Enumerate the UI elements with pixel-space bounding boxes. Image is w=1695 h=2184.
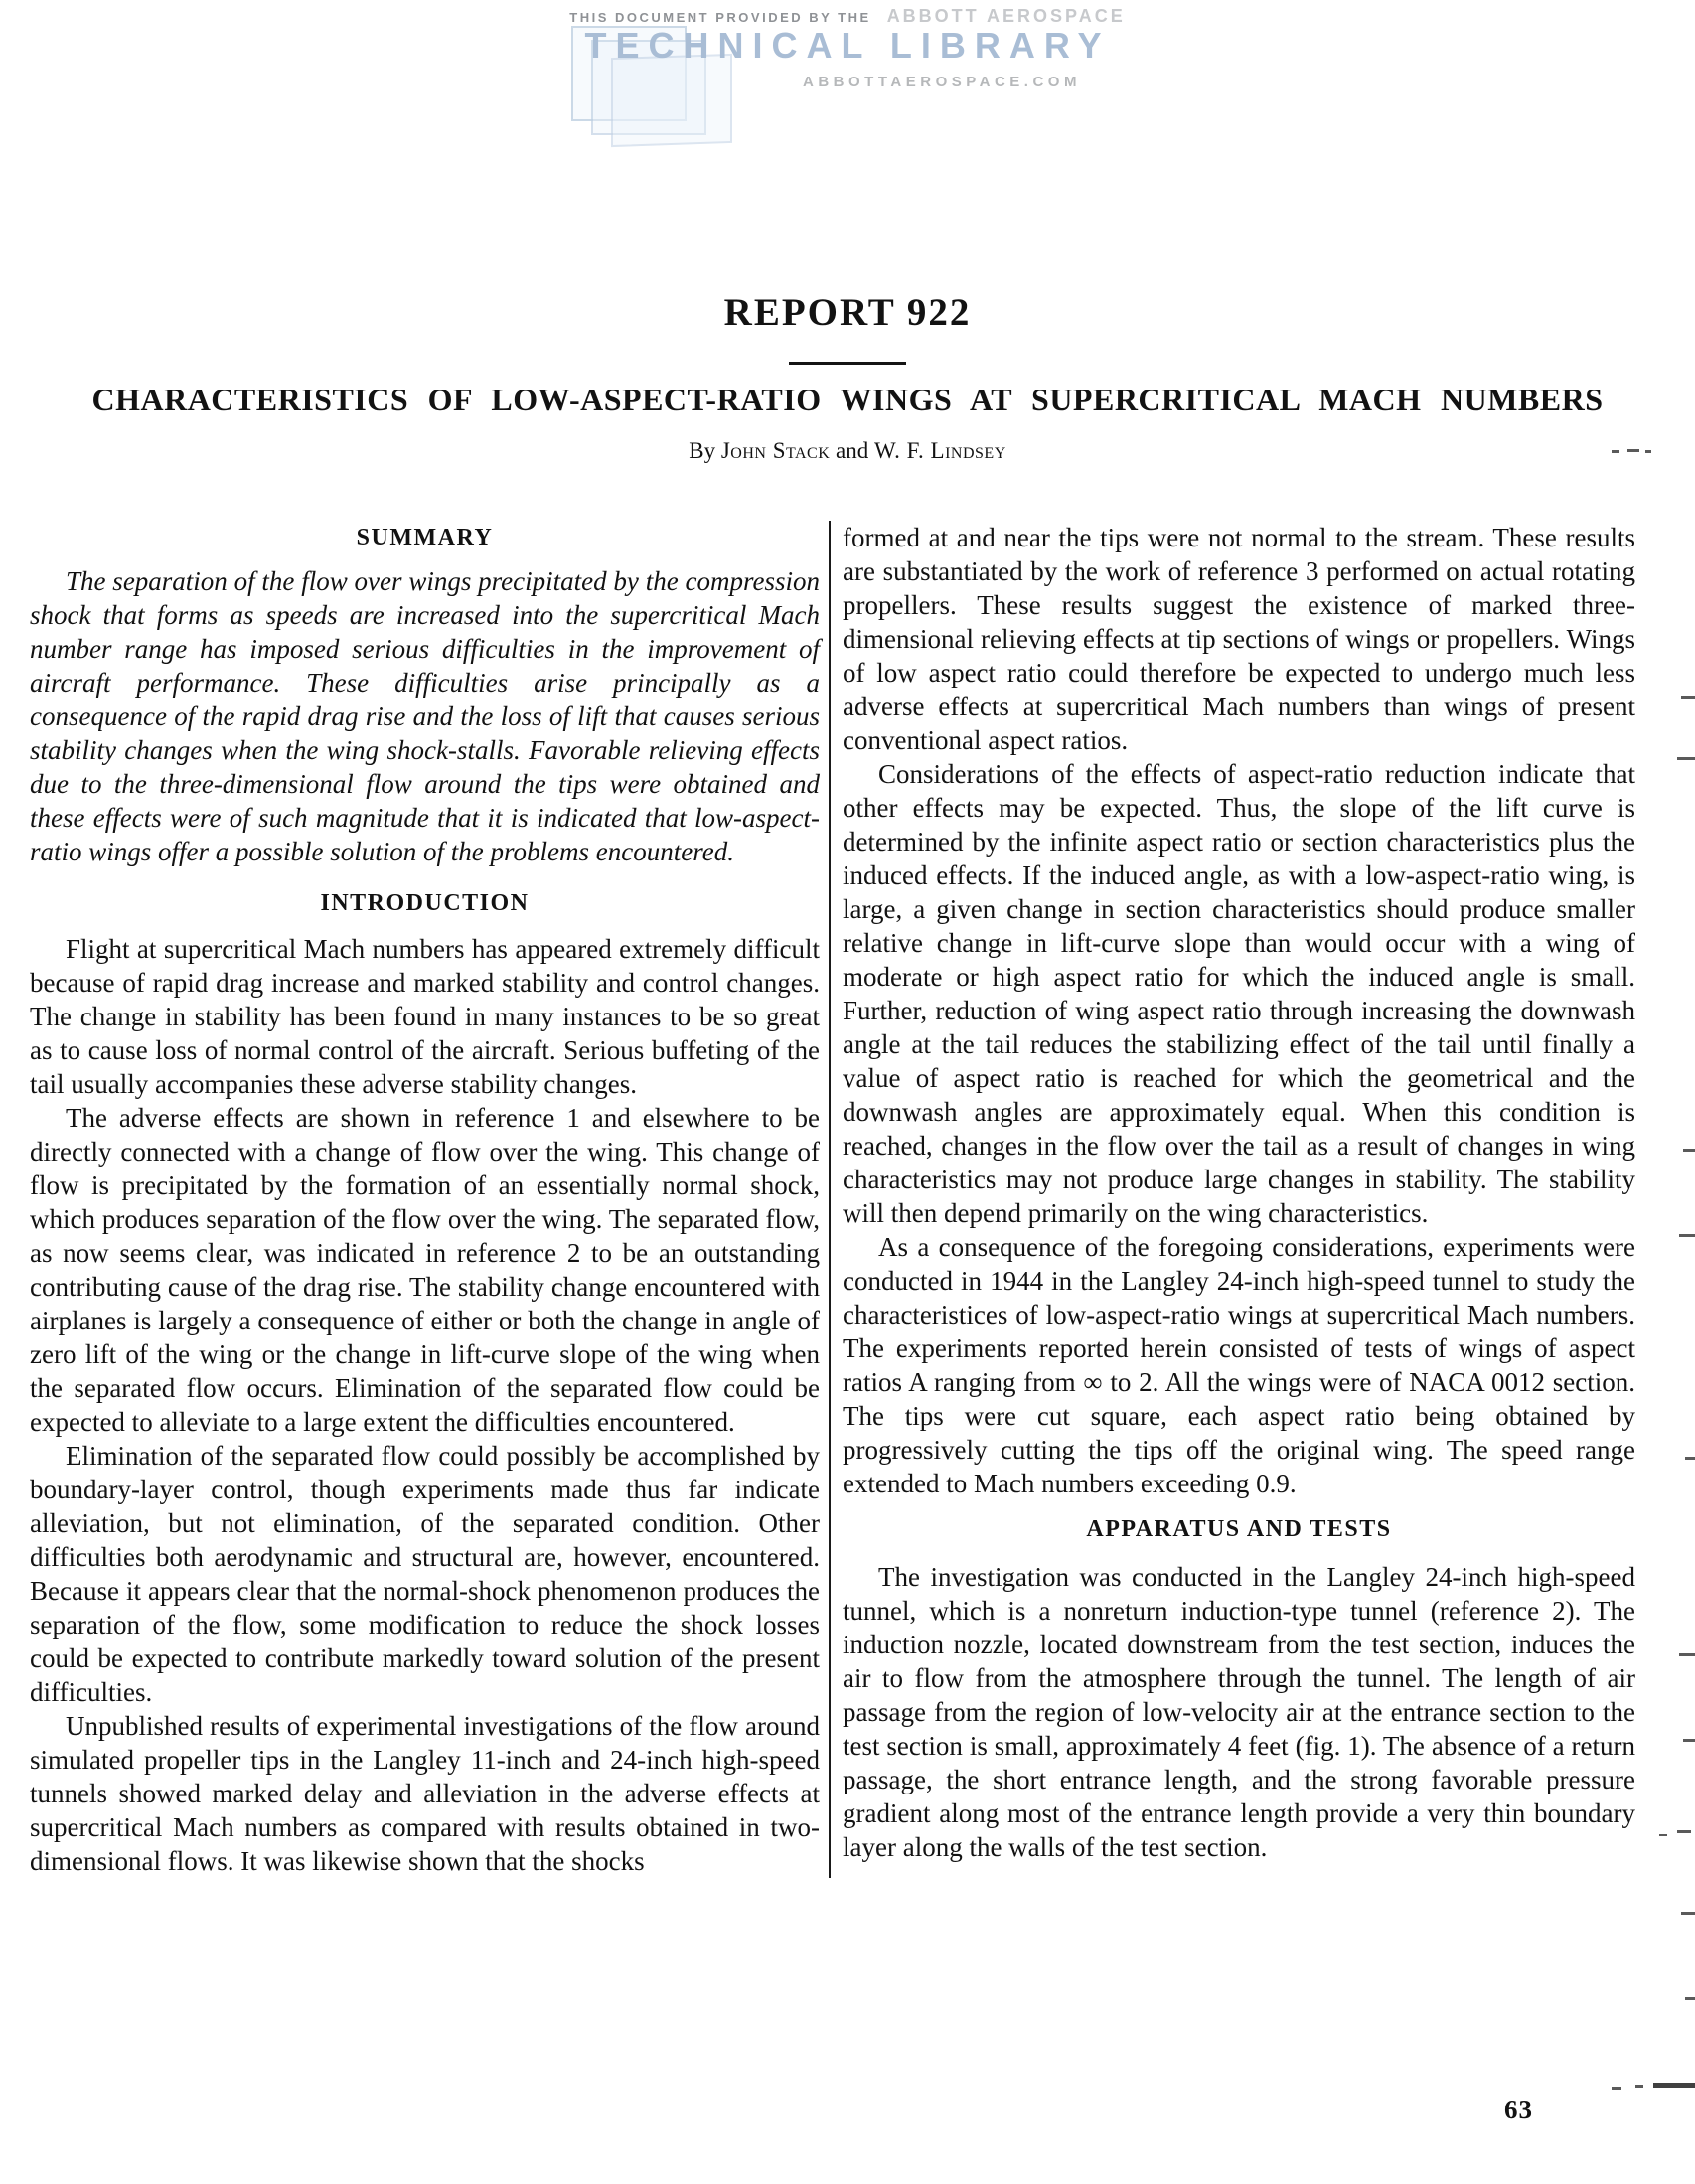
introduction-paragraph: Flight at supercritical Mach numbers has appeared extremely difficult because of rapid drag increase and marked stability and control changes. The change in stability has been found in many instances to be so great as to cause loss of normal control of the aircraft. Serious buffeting of the tail usually accompanies these adverse stability changes. bbox=[30, 934, 820, 1099]
scan-artifact bbox=[1681, 696, 1695, 699]
body-paragraph: As a consequence of the foregoing considerations, experiments were conducted in 1944 in the Langley 24-inch high-speed tunnel to study the characteristices of low-aspect-ratio wings at supercritical Mach numbers. The experiments reported herein consisted of tests of wings of aspect ratios A ranging from ∞ to 2. All the wings were of NACA 0012 section. The tips were cut square, each aspect ratio being obtained by progressively cutting the tips off the original wing. The speed range extended to Mach numbers exceeding 0.9. bbox=[843, 1232, 1635, 1498]
scan-artifact bbox=[1645, 450, 1651, 453]
apparatus-paragraph: The investigation was conducted in the Langley 24-inch high-speed tunnel, which is a nonreturn induction-type tunnel (reference 2). The induction nozzle, located downstream from the test section, induces the air to flow from the atmosphere through the tunnel. The length of air passage from the region of low-velocity air at the entrance section to the test section is small, approximately 4 feet (fig. 1). The absence of a return passage, the short entrance length, and the strong favorable pressure gradient along most of the entrance length provide a very thin boundary layer along the walls of the test section. bbox=[843, 1562, 1635, 1862]
summary-heading: SUMMARY bbox=[356, 525, 494, 550]
column-right bbox=[843, 521, 1635, 1878]
body-paragraph: formed at and near the tips were not normal to the stream. These results are substantiated by the work of reference 3 performed on actual rotating propellers. These results suggest the existence of marked three-dimensional relieving effects at tip sections of wings or propellers. Wings of low aspect ratio could therefore be expected to undergo much less adverse effects at supercritical Mach numbers than wings of present conventional aspect ratios. bbox=[843, 523, 1635, 755]
logo-library-name: TECHNICAL LIBRARY bbox=[584, 25, 1111, 66]
apparatus-heading: APPARATUS AND TESTS bbox=[1086, 1516, 1392, 1542]
report-title: CHARACTERISTICS OF LOW-ASPECT-RATIO WINGS AT SUPERCRITICAL MACH NUMBERS bbox=[91, 382, 1604, 417]
body-paragraph: Considerations of the effects of aspect-ratio reduction indicate that other effects may be expected. Thus, the slope of the lift curve is determined by the infinite aspect ratio or section characteristics plus the induced effects. If the induced angle, as with a low-aspect-ratio wing, is large, a given change in section characteristics should produce smaller relative change in lift-curve slope than would occur with a wing of moderate or high aspect ratio for which the induced angle is small. Further, reduction of wing aspect ratio through increasing the downwash angle at the tail reduces the stabilizing effect of the tail until finally a value of aspect ratio is reached for which the geometrical and the downwash angles are approximately equal. When this condition is reached, changes in the flow over the tail as a result of changes in wing characteristics may not produce large changes in stability. The stability will then depend primarily on the wing characteristics. bbox=[843, 759, 1635, 1228]
introduction-paragraph: Unpublished results of experimental investigations of the flow around simulated propeller tips in the Langley 11-inch and 24-inch high-speed tunnels showed marked delay and alleviation in the adverse effects at supercritical Mach numbers as compared with results obtained in two-dimensional flows. It was likewise shown that the shocks bbox=[30, 1711, 820, 1876]
byline bbox=[0, 438, 1695, 464]
scan-artifact bbox=[1612, 2087, 1621, 2090]
scan-artifact bbox=[1679, 1234, 1695, 1237]
scan-artifact bbox=[1612, 450, 1619, 453]
byline-conjunction: and bbox=[836, 438, 874, 463]
logo-provided-line bbox=[549, 6, 1146, 27]
scan-artifact bbox=[1679, 1653, 1695, 1656]
header-logo bbox=[549, 6, 1146, 125]
scan-artifact bbox=[1677, 1830, 1691, 1833]
byline-author-2: W. F. Lindsey bbox=[873, 438, 1006, 463]
logo-brand-text: ABBOTT AEROSPACE bbox=[886, 6, 1126, 26]
scan-artifact bbox=[1677, 757, 1695, 760]
logo-provided-text: THIS DOCUMENT PROVIDED BY THE bbox=[569, 10, 871, 25]
two-column-body bbox=[30, 521, 1635, 1878]
scan-artifact bbox=[1683, 1739, 1695, 1742]
scan-artifact bbox=[1685, 1997, 1695, 2000]
column-left bbox=[30, 521, 820, 1878]
logo-website: ABBOTTAEROSPACE.COM bbox=[803, 74, 1081, 90]
scan-artifact bbox=[1653, 2083, 1695, 2088]
page-number: 63 bbox=[1504, 2095, 1533, 2124]
scan-artifact bbox=[1681, 1912, 1695, 1915]
scan-artifact bbox=[1685, 1457, 1695, 1460]
scan-artifact bbox=[1659, 1834, 1667, 1836]
scan-artifact bbox=[1635, 2085, 1643, 2088]
byline-author-1: John Stack bbox=[720, 438, 831, 463]
column-divider-rule bbox=[829, 521, 831, 1878]
title-rule bbox=[789, 362, 906, 365]
introduction-paragraph: Elimination of the separated flow could possibly be accomplished by boundary-layer control, though experiments made thus far indicate alleviation, but not elimination, of the separated condition. Other difficulties both aerodynamic and structural are, however, encountered. Because it appears clear that the normal-shock phenomenon produces the separation of the flow, some modification to reduce the shock losses could be expected to contribute markedly toward solution of the present difficulties. bbox=[30, 1441, 820, 1707]
scan-artifact bbox=[1683, 1149, 1695, 1152]
scan-artifact bbox=[1627, 449, 1639, 452]
introduction-paragraph: The adverse effects are shown in reference 1 and elsewhere to be directly connected with a change of flow over the wing. This change of flow is precipitated by the formation of an essentially normal shock, which produces separation of the flow over the wing. The separated flow, as now seems clear, was indicated in reference 2 to be an outstanding contributing cause of the drag rise. The stability change encountered with airplanes is largely a consequence of either or both the change in angle of zero lift of the wing or the change in lift-curve slope of the wing when the separated flow occurs. Elimination of the separated flow could be expected to alleviate to a large extent the difficulties encountered. bbox=[30, 1103, 820, 1437]
byline-prefix: By bbox=[689, 438, 721, 463]
report-number: REPORT 922 bbox=[723, 291, 972, 334]
summary-paragraph: The separation of the flow over wings precipitated by the compression shock that forms as speeds are increased into the supercritical Mach number range has imposed serious difficulties in the improvement of aircraft performance. These difficulties arise principally as a consequence of the rapid drag rise and the loss of lift that causes serious stability changes when the wing shock-stalls. Favorable relieving effects due to the three-dimensional flow around the tips were obtained and these effects were of such magnitude that it is indicated that low-aspect-ratio wings offer a possible solution of the problems encountered. bbox=[30, 566, 820, 866]
introduction-heading: INTRODUCTION bbox=[320, 890, 530, 916]
